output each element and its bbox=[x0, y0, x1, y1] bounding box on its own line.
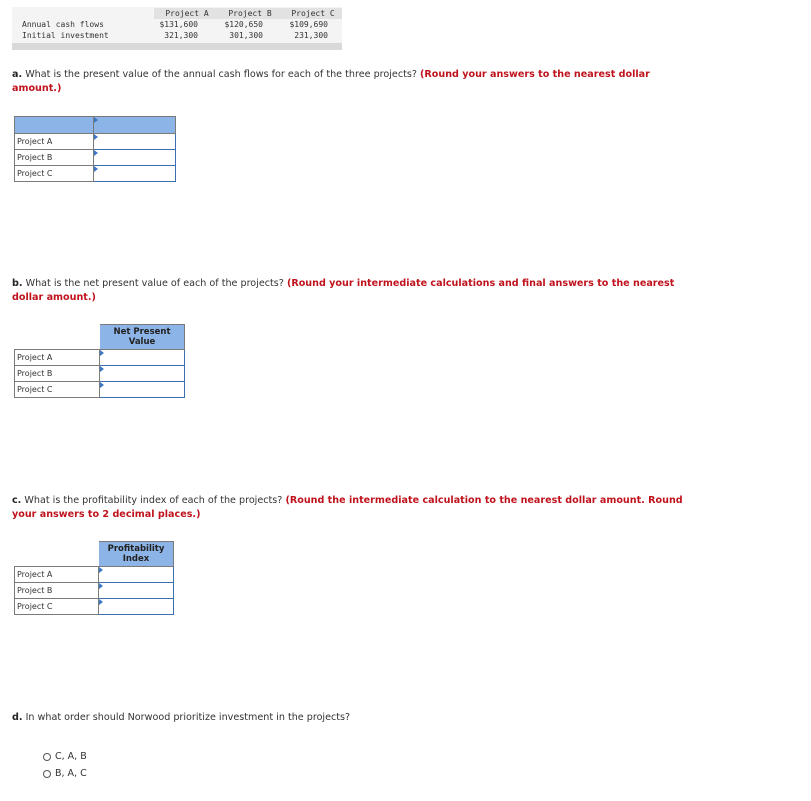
pi-input-project-a[interactable] bbox=[99, 567, 174, 583]
pv-input-project-a[interactable] bbox=[94, 134, 176, 150]
input-marker-icon bbox=[94, 166, 98, 172]
row-label: Project B bbox=[15, 150, 94, 166]
header-blank bbox=[15, 325, 100, 350]
question-letter: a. bbox=[12, 69, 23, 80]
question-instruction: (Round the intermediate calculation to the nearest dollar amount. Round your answers to 2 decimal places.) bbox=[12, 495, 683, 520]
data-cell: $120,650 bbox=[224, 20, 263, 29]
npv-input-project-c[interactable] bbox=[100, 382, 185, 398]
data-col-header-c: Project C bbox=[291, 9, 335, 18]
radio-option-cab[interactable] bbox=[43, 751, 87, 762]
npv-field-project-c[interactable] bbox=[100, 383, 184, 397]
data-table bbox=[12, 7, 342, 50]
data-cell: 231,300 bbox=[294, 31, 328, 40]
input-marker-icon bbox=[94, 117, 98, 123]
question-text: What is the present value of the annual cash flows for each of the three projects? bbox=[25, 69, 417, 80]
pv-input-project-b[interactable] bbox=[94, 150, 176, 166]
data-row-label: Initial investment bbox=[22, 31, 109, 40]
pv-field-project-c[interactable] bbox=[94, 167, 175, 181]
radio-label: C, A, B bbox=[55, 751, 87, 762]
data-cell: 301,300 bbox=[229, 31, 263, 40]
row-label: Project A bbox=[15, 567, 99, 583]
question-a bbox=[12, 68, 702, 96]
question-instruction: (Round your intermediate calculations and final answers to the nearest dollar amount.) bbox=[12, 278, 675, 303]
npv-input-project-a[interactable] bbox=[100, 350, 185, 366]
data-cell: $109,690 bbox=[289, 20, 328, 29]
data-cell: 321,300 bbox=[164, 31, 198, 40]
pi-field-project-b[interactable] bbox=[99, 584, 173, 598]
question-text: What is the net present value of each of the projects? bbox=[25, 278, 284, 289]
row-label: Project A bbox=[15, 350, 100, 366]
npv-field-project-a[interactable] bbox=[100, 351, 184, 365]
pi-field-project-a[interactable] bbox=[99, 568, 173, 582]
question-text: What is the profitability index of each of the projects? bbox=[24, 495, 283, 506]
row-label: Project C bbox=[15, 166, 94, 182]
input-marker-icon bbox=[100, 382, 104, 388]
pi-input-project-c[interactable] bbox=[99, 599, 174, 615]
header-cell bbox=[94, 117, 176, 134]
question-b bbox=[12, 277, 702, 305]
pi-field-project-c[interactable] bbox=[99, 600, 173, 614]
input-marker-icon bbox=[99, 599, 103, 605]
question-d bbox=[12, 711, 702, 725]
pi-input-project-b[interactable] bbox=[99, 583, 174, 599]
input-marker-icon bbox=[99, 583, 103, 589]
row-label: Project C bbox=[15, 382, 100, 398]
data-row-label: Annual cash flows bbox=[22, 20, 104, 29]
input-marker-icon bbox=[100, 366, 104, 372]
pi-header: Profitability Index bbox=[99, 542, 174, 567]
question-c bbox=[12, 494, 702, 522]
data-col-header-b: Project B bbox=[228, 9, 272, 18]
question-letter: b. bbox=[12, 278, 23, 289]
question-text: In what order should Norwood prioritize investment in the projects? bbox=[25, 712, 351, 723]
row-label: Project B bbox=[15, 583, 99, 599]
pv-field-project-b[interactable] bbox=[94, 151, 175, 165]
input-marker-icon bbox=[99, 567, 103, 573]
header-blank bbox=[15, 542, 99, 567]
input-marker-icon bbox=[94, 134, 98, 140]
radio-button[interactable] bbox=[43, 753, 51, 761]
radio-option-bac[interactable] bbox=[43, 768, 87, 779]
input-marker-icon bbox=[94, 150, 98, 156]
question-letter: d. bbox=[12, 712, 23, 723]
question-letter: c. bbox=[12, 495, 22, 506]
answer-table-c bbox=[14, 541, 174, 615]
npv-input-project-b[interactable] bbox=[100, 366, 185, 382]
answer-table-a bbox=[14, 116, 176, 182]
pv-field-project-a[interactable] bbox=[94, 135, 175, 149]
row-label: Project A bbox=[15, 134, 94, 150]
row-label: Project B bbox=[15, 366, 100, 382]
radio-button[interactable] bbox=[43, 770, 51, 778]
input-marker-icon bbox=[100, 350, 104, 356]
data-col-header-a: Project A bbox=[165, 9, 209, 18]
radio-label: B, A, C bbox=[55, 768, 87, 779]
npv-field-project-b[interactable] bbox=[100, 367, 184, 381]
row-label: Project C bbox=[15, 599, 99, 615]
pv-input-project-c[interactable] bbox=[94, 166, 176, 182]
data-table-scrollbar bbox=[12, 43, 342, 50]
answer-table-b bbox=[14, 324, 185, 398]
question-instruction: (Round your answers to the nearest dollar amount.) bbox=[12, 69, 650, 94]
header-cell bbox=[15, 117, 94, 134]
data-cell: $131,600 bbox=[159, 20, 198, 29]
npv-header: Net Present Value bbox=[100, 325, 185, 350]
